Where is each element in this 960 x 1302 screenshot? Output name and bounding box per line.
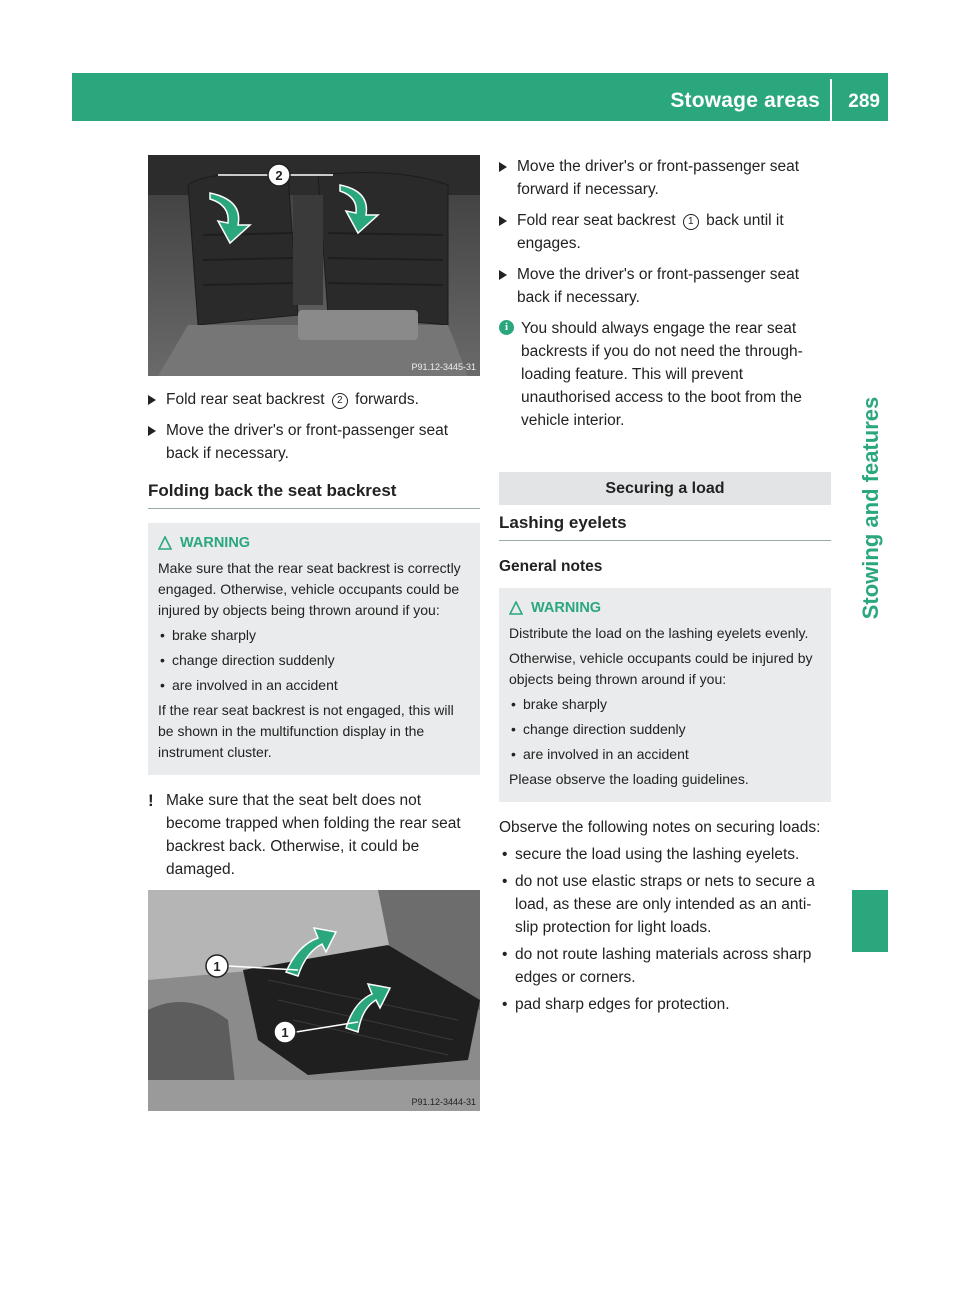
callout-number: 1 [683, 214, 699, 230]
warning-box [499, 588, 831, 802]
callout-2: 2 [275, 168, 283, 183]
backrest-latch-illustration [148, 890, 480, 1111]
warning-intro: Distribute the load on the lashing eyelets evenly. [509, 625, 809, 641]
heading-folding-back: Folding back the seat backrest [148, 479, 480, 509]
step-arrow-icon [499, 162, 507, 172]
page-number: 289 [848, 91, 880, 112]
chapter-tab-label: Stowing and features [858, 396, 884, 619]
left-column [148, 388, 480, 889]
info-note: i You should always engage the rear seat backrests if you do not need the through-loading feature. This will prevent unauthorised access to the boot from the vehicle interior. [499, 317, 831, 432]
callout-1-lower: 1 [281, 1025, 289, 1040]
chapter-tab-marker [852, 890, 888, 952]
warning-title: WARNING [509, 598, 821, 619]
chapter-band: Securing a load [499, 472, 831, 505]
warning-outro: If the rear seat backrest is not engaged, this will be shown in the multifunction display in the instrument cluster. [158, 702, 454, 760]
step-move-seat-back: Move the driver's or front-passenger seat back if necessary. [499, 263, 831, 309]
damage-notice: ! Make sure that the seat belt does not become trapped when folding the rear seat backrest back. Otherwise, it could be damaged. [148, 791, 461, 878]
step-arrow-icon [148, 426, 156, 436]
step-move-seat-forward: Move the driver's or front-passenger seat forward if necessary. [499, 155, 831, 201]
securing-bullet: • do not route lashing materials across sharp edges or corners. [499, 943, 831, 989]
right-column [499, 155, 831, 1020]
step-fold-back: Fold rear seat backrest 1 back until it engages. [499, 209, 831, 255]
exclamation-icon: ! [148, 791, 154, 810]
warning-title: WARNING [158, 533, 470, 554]
warning-intro-2: Otherwise, vehicle occupants could be injured by objects being thrown around if you: [509, 650, 813, 687]
heading-general-notes: General notes [499, 558, 603, 575]
callout-1-upper: 1 [213, 959, 221, 974]
photo-code: P91.12-3445-31 [411, 362, 476, 372]
photo-code: P91.12-3444-31 [411, 1097, 476, 1107]
step-move-seat-back: Move the driver's or front-passenger seat back if necessary. [148, 419, 480, 465]
securing-bullet: • pad sharp edges for protection. [499, 993, 831, 1016]
step-arrow-icon [148, 395, 156, 405]
backrest-latch-photo [148, 890, 480, 1111]
warning-bullet: • brake sharply [158, 625, 470, 646]
warning-bullet: • brake sharply [509, 694, 821, 715]
warning-box [148, 523, 480, 775]
chapter-tab [854, 335, 888, 680]
warning-bullet: • are involved in an accident [509, 744, 821, 765]
heading-lashing-eyelets: Lashing eyelets [499, 511, 831, 541]
info-icon: i [499, 320, 514, 335]
page-header [72, 73, 888, 121]
callout-number: 2 [332, 393, 348, 409]
rear-seat-photo [148, 155, 480, 376]
warning-bullet: • change direction suddenly [509, 719, 821, 740]
securing-intro: Observe the following notes on securing loads: [499, 819, 821, 836]
rear-seat-illustration [148, 155, 480, 376]
securing-bullet: • do not use elastic straps or nets to secure a load, as these are only intended as an anti-slip protection for light loads. [499, 870, 831, 939]
warning-triangle-icon [509, 601, 523, 615]
warning-triangle-icon [158, 536, 172, 550]
step-arrow-icon [499, 270, 507, 280]
step-arrow-icon [499, 216, 507, 226]
warning-bullet: • change direction suddenly [158, 650, 470, 671]
step-fold-forward: Fold rear seat backrest 2 forwards. [148, 388, 480, 411]
section-title: Stowage areas [670, 89, 820, 112]
warning-bullet: • are involved in an accident [158, 675, 470, 696]
securing-bullet: • secure the load using the lashing eyelets. [499, 843, 831, 866]
warning-outro: Please observe the loading guidelines. [509, 771, 749, 787]
warning-intro: Make sure that the rear seat backrest is correctly engaged. Otherwise, vehicle occupants could be injured by objects being thrown around if you: [158, 560, 461, 618]
header-divider [830, 79, 832, 121]
